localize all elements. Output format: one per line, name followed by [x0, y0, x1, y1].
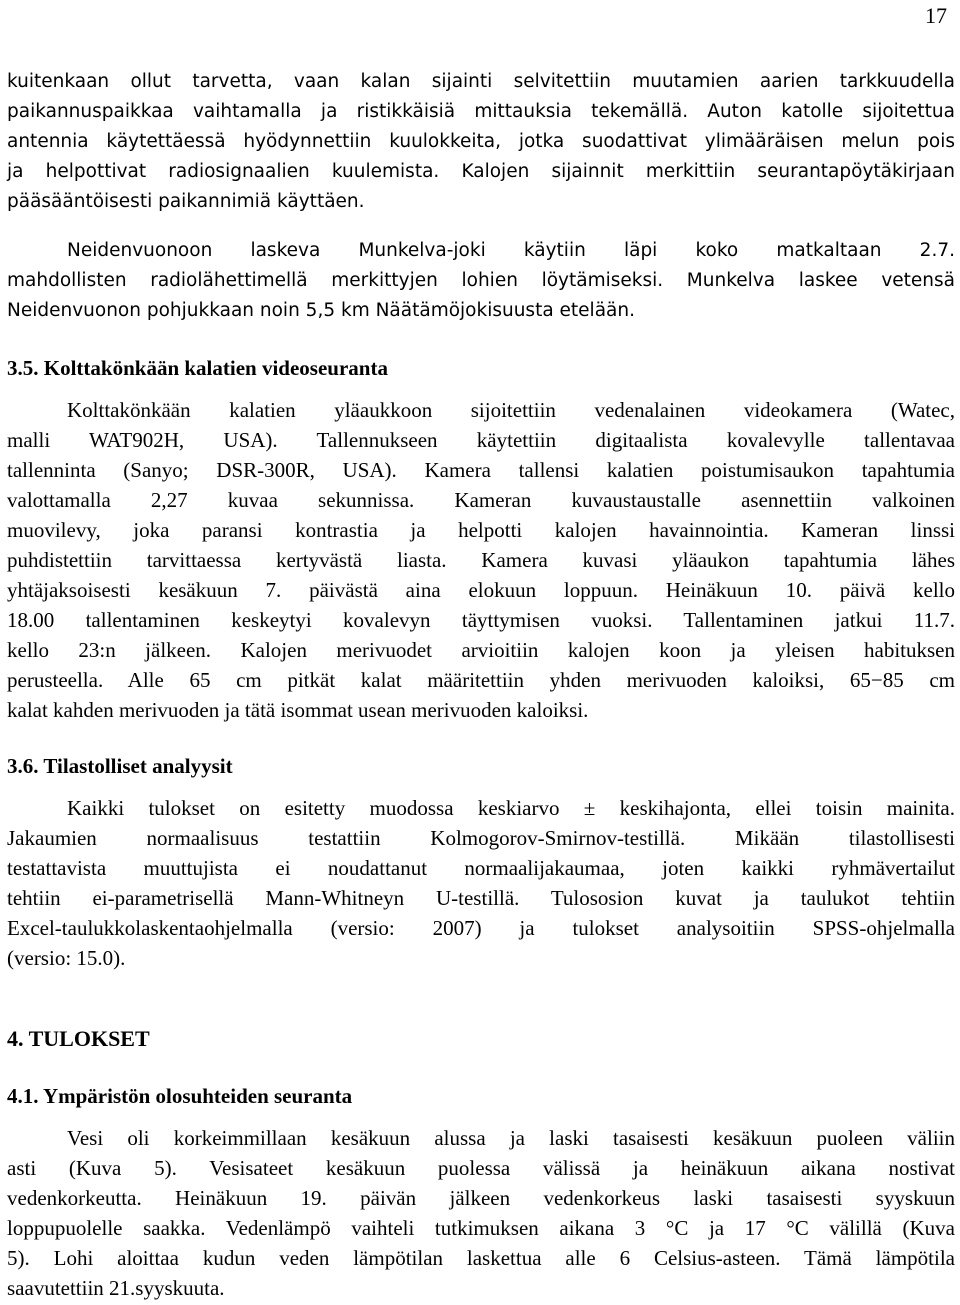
text-line: kuitenkaan ollut tarvetta, vaan kalan sijainti selvitettiin muutamien aarien tarkkuudella: [7, 71, 955, 92]
text-line: Vesi oli korkeimmillaan kesäkuun alussa ja laski tasaisesti kesäkuun puoleen väliin: [67, 1126, 955, 1150]
text-line: antennia käytettäessä hyödynnettiin kuulokkeita, jotka suodattivat ylimääräisen melun pois: [7, 131, 955, 152]
text-line: perusteella. Alle 65 cm pitkät kalat määritettiin yhden merivuoden kaloiksi, 65−85 cm: [7, 668, 955, 692]
text-line: Neidenvuonon pohjukkaan noin 5,5 km Näätämöjokisuusta etelään.: [7, 300, 635, 321]
paragraph-environment: [7, 1123, 955, 1303]
text-line: yhtäjaksoisesti kesäkuun 7. päivästä aina elokuun loppuun. Heinäkuun 10. päivä kello: [7, 578, 955, 602]
text-line: ja helpottivat radiosignaalien kuulemista. Kalojen sijainnit merkittiin seurantapöytäkirjaan: [7, 161, 955, 182]
text-line: malli WAT902H, USA). Tallennukseen käytettiin digitaalista kovalevylle tallentavaa: [7, 428, 955, 452]
text-line: vedenkorkeutta. Heinäkuun 19. päivän jälkeen vedenkorkeus laski tasaisesti syyskuun: [7, 1186, 955, 1210]
text-line: testattavista muuttujista ei noudattanut normaalijakaumaa, joten kaikki ryhmävertailut: [7, 856, 955, 880]
text-line: paikannuspaikkaa vaihtamalla ja ristikkäisiä mittauksia tekemällä. Auton katolle sijoitettua: [7, 101, 955, 122]
text-line: Jakaumien normaalisuus testattiin Kolmogorov-Smirnov-testillä. Mikään tilastollisesti: [7, 826, 955, 850]
chapter-heading-4: 4. TULOKSET: [7, 1026, 150, 1051]
section-heading-3-5: 3.5. Kolttakönkään kalatien videoseuranta: [7, 356, 388, 380]
section-heading-3-6: 3.6. Tilastolliset analyysit: [7, 754, 233, 778]
text-line: asti (Kuva 5). Vesisateet kesäkuun puolessa välissä ja heinäkuun aikana nostivat: [7, 1156, 955, 1180]
paragraph-munkelva: [7, 236, 955, 326]
text-line: (versio: 15.0).: [7, 946, 126, 970]
text-line: 18.00 tallentaminen keskeytyi kovalevyn täyttymisen vuoksi. Tallentaminen jatkui 11.7.: [7, 608, 955, 632]
page-number: 17: [925, 3, 947, 28]
text-line: Neidenvuonoon laskeva Munkelva-joki käytiin läpi koko matkaltaan 2.7.: [67, 240, 955, 261]
text-line: kalat kahden merivuoden ja tätä isommat usean merivuoden kaloiksi.: [7, 698, 589, 722]
paragraph-statistics: [7, 793, 955, 973]
text-line: tehtiin ei-parametrisellä Mann-Whitneyn U-testillä. Tulososion kuvat ja taulukot tehtiin: [7, 886, 955, 910]
section-heading-4-1: 4.1. Ympäristön olosuhteiden seuranta: [7, 1084, 353, 1108]
text-line: mahdollisten radiolähettimellä merkittyjen lohien löytämiseksi. Munkelva laskee vetensä: [7, 270, 955, 291]
text-line: Excel-taulukkolaskentaohjelmalla (versio: 2007) ja tulokset analysoitiin SPSS-ohjelmalla: [7, 916, 955, 940]
text-line: valottamalla 2,27 kuvaa sekunnissa. Kameran kuvaustaustalle asennettiin valkoinen: [7, 488, 955, 512]
paragraph-fish-locating: [7, 67, 955, 217]
text-line: puhdistettiin tarvittaessa kertyvästä liasta. Kamera kuvasi yläaukon tapahtumia lähes: [7, 548, 955, 572]
text-line: saavutettiin 21.syyskuuta.: [7, 1276, 225, 1300]
text-line: Kaikki tulokset on esitetty muodossa keskiarvo ± keskihajonta, ellei toisin mainita.: [67, 796, 955, 820]
paragraph-video-monitoring: [7, 395, 955, 725]
text-line: 5). Lohi aloittaa kudun veden lämpötilan laskettua alle 6 Celsius-asteen. Tämä lämpötila: [7, 1246, 955, 1270]
text-line: loppupuolelle saakka. Vedenlämpö vaihteli tutkimuksen aikana 3 °C ja 17 °C välillä (Kuva: [7, 1216, 955, 1240]
text-line: Kolttakönkään kalatien yläaukkoon sijoitettiin vedenalainen videokamera (Watec,: [67, 398, 955, 422]
text-line: pääsääntöisesti paikannimiä käyttäen.: [7, 191, 365, 212]
text-line: tallenninta (Sanyo; DSR-300R, USA). Kamera tallensi kalatien poistumisaukon tapahtumia: [7, 458, 955, 482]
text-line: muovilevy, joka paransi kontrastia ja helpotti kalojen havainnointia. Kameran linssi: [7, 518, 955, 542]
text-line: kello 23:n jälkeen. Kalojen merivuodet arvioitiin kalojen koon ja yleisen habituksen: [7, 638, 955, 662]
